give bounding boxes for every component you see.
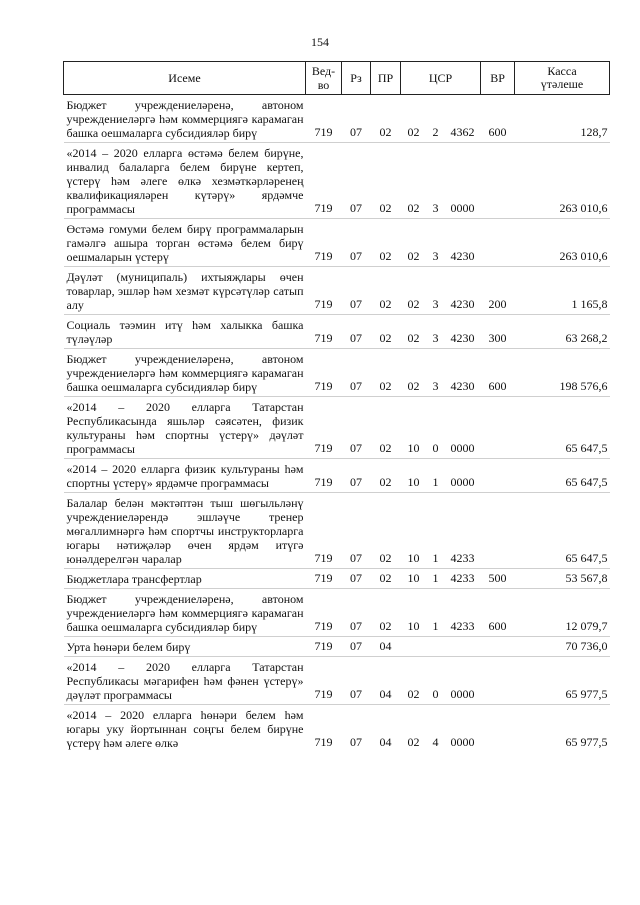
row-rz: 07 (342, 637, 371, 657)
row-pr: 02 (371, 459, 401, 493)
row-ved: 719 (306, 589, 342, 637)
row-csr-subprogram: 3 (427, 143, 445, 219)
row-csr-subprogram: 0 (427, 397, 445, 459)
row-amount: 263 010,6 (515, 143, 610, 219)
row-ved: 719 (306, 315, 342, 349)
row-amount: 63 268,2 (515, 315, 610, 349)
row-pr: 02 (371, 315, 401, 349)
row-ved: 719 (306, 397, 342, 459)
header-ved: Вед-во (306, 62, 342, 95)
table-row (64, 657, 610, 705)
row-vr: 600 (481, 349, 515, 397)
row-name: «2014 – 2020 елларга өстәмә белем бирүне, инвалид балаларга белем бирүне кертеп, үстерү һәм әлеге өлкә хезмәткәрләренең квалификацияләрен күтәрү» ярдәмче программасы (64, 143, 306, 219)
row-amount: 65 647,5 (515, 397, 610, 459)
row-amount: 65 977,5 (565, 735, 608, 749)
row-csr-program: 02 (401, 219, 427, 267)
row-csr-code: 4233 (445, 493, 481, 569)
table-body (64, 95, 610, 753)
row-ved: 719 (306, 349, 342, 397)
row-rz: 07 (342, 657, 371, 705)
header-vr: ВР (481, 62, 515, 95)
row-rz: 07 (342, 315, 371, 349)
table-row (64, 493, 610, 569)
row-amount: 65 977,5 (515, 657, 610, 705)
header-kassa (515, 62, 610, 95)
row-csr-program: 02 (401, 315, 427, 349)
row-pr: 02 (371, 589, 401, 637)
row-pr: 02 (371, 569, 401, 589)
row-rz: 07 (342, 219, 371, 267)
table-row (64, 315, 610, 349)
row-vr (481, 637, 515, 657)
row-pr: 02 (371, 143, 401, 219)
row-ved: 719 (306, 569, 342, 589)
table-row (64, 397, 610, 459)
row-csr-program: 10 (401, 459, 427, 493)
row-name: Дәүләт (муниципаль) ихтыяҗлары өчен товарлар, эшләр һәм хезмәт күрсәтүләр сатып алу (64, 267, 306, 315)
row-name: Өстәмә гомуми белем бирү программаларын гамәлгә ашыра торган өстәмә белем бирү оешмаларын үстерү (64, 219, 306, 267)
row-csr-program: 10 (401, 397, 427, 459)
table-row (64, 705, 610, 753)
row-csr-subprogram: 3 (427, 349, 445, 397)
row-rz: 07 (350, 735, 362, 749)
row-rz: 07 (342, 589, 371, 637)
row-csr-code: 4230 (445, 219, 481, 267)
row-amount: 70 736,0 (515, 637, 610, 657)
row-name: «2014 – 2020 елларга физик культураны һәм спортны үстерү» ярдәмче программасы (64, 459, 306, 493)
row-pr: 02 (371, 219, 401, 267)
row-amount: 53 567,8 (515, 569, 610, 589)
row-pr: 02 (371, 349, 401, 397)
row-csr-subprogram: 3 (427, 267, 445, 315)
row-ved: 719 (306, 493, 342, 569)
row-name: Бюджет учреждениеләренә, автоном учреждениеләргә һәм коммерциягә карамаган башка оешмаларга субсидияләр бирү (64, 589, 306, 637)
table-row (64, 143, 610, 219)
row-csr-program: 02 (401, 95, 427, 143)
row-csr-code: 4230 (445, 267, 481, 315)
header-name: Исеме (64, 62, 306, 95)
row-csr-code: 0000 (445, 143, 481, 219)
row-vr (481, 397, 515, 459)
row-vr (481, 705, 515, 753)
row-csr-code: 0000 (445, 397, 481, 459)
row-pr: 04 (379, 735, 392, 749)
row-pr: 02 (371, 397, 401, 459)
row-vr (481, 459, 515, 493)
row-name: «2014 – 2020 елларга Татарстан Республикасында яшьләр сәясәтен, физик культураны һәм спортны үстерү» дәүләт программасы (64, 397, 306, 459)
row-csr-subprogram (427, 637, 445, 657)
row-csr-subprogram: 2 (427, 95, 445, 143)
row-vr (481, 219, 515, 267)
row-vr (481, 493, 515, 569)
row-vr: 600 (481, 95, 515, 143)
row-amount: 263 010,6 (515, 219, 610, 267)
row-name: «2014 – 2020 елларга һөнәри белем һәм югары уку йортыннан соңгы белем бирүне үстерү һәм әлеге өлкә (66, 708, 304, 750)
row-name: Социаль тәэмин итү һәм халыкка башка түләүләр (64, 315, 306, 349)
table-row (64, 589, 610, 637)
row-amount: 128,7 (515, 95, 610, 143)
row-csr-code: 4362 (445, 95, 481, 143)
budget-table (63, 61, 610, 752)
header-csr: ЦСР (401, 62, 481, 95)
row-rz: 07 (342, 143, 371, 219)
row-csr-subprogram: 1 (427, 569, 445, 589)
row-rz: 07 (342, 459, 371, 493)
row-vr: 300 (481, 315, 515, 349)
row-pr: 02 (371, 493, 401, 569)
row-csr-program: 10 (401, 589, 427, 637)
row-rz: 07 (342, 493, 371, 569)
row-csr-program: 02 (401, 657, 427, 705)
row-csr-code: 0000 (445, 657, 481, 705)
row-csr-program: 02 (401, 143, 427, 219)
row-csr-code: 4230 (445, 349, 481, 397)
row-ved: 719 (306, 267, 342, 315)
row-ved: 719 (306, 219, 342, 267)
row-csr-subprogram: 1 (427, 589, 445, 637)
row-csr-program: 10 (401, 569, 427, 589)
row-vr: 200 (481, 267, 515, 315)
header-kassa-line1: Касса (547, 64, 577, 78)
row-csr-subprogram: 3 (427, 315, 445, 349)
row-csr-subprogram: 1 (427, 459, 445, 493)
row-csr-code: 4233 (445, 589, 481, 637)
row-csr-code: 4230 (445, 315, 481, 349)
table-row (64, 569, 610, 589)
row-csr-program: 02 (401, 349, 427, 397)
row-vr: 500 (481, 569, 515, 589)
row-name: Балалар белән мәктәптән тыш шөгыльләнү учреждениеләрендә эшләүче тренер мөгаллимнәргә һәм спортчы инструкторларга югары нәтиҗәләр өчен ярдәм итүгә юнәлдерелгән чаралар (64, 493, 306, 569)
row-name: Бюджет учреждениеләренә, автоном учреждениеләргә һәм коммерциягә карамаган башка оешмаларга субсидияләр бирү (64, 95, 306, 143)
row-csr-program: 02 (401, 267, 427, 315)
row-rz: 07 (342, 95, 371, 143)
row-csr-program: 02 (407, 735, 420, 749)
row-rz: 07 (342, 397, 371, 459)
row-csr-subprogram: 3 (427, 219, 445, 267)
row-vr (481, 143, 515, 219)
header-kassa-line2: үтәлеше (540, 77, 584, 91)
row-csr-subprogram: 1 (427, 493, 445, 569)
row-amount: 12 079,7 (515, 589, 610, 637)
row-ved: 719 (306, 657, 342, 705)
row-rz: 07 (342, 349, 371, 397)
row-csr-code: 0000 (450, 735, 475, 749)
table-header (64, 62, 610, 95)
page-number: 154 (311, 35, 329, 49)
row-csr-program: 10 (401, 493, 427, 569)
header-pr: ПР (371, 62, 401, 95)
row-ved: 719 (314, 735, 333, 749)
row-ved: 719 (306, 459, 342, 493)
row-rz: 07 (342, 569, 371, 589)
row-amount: 65 647,5 (515, 493, 610, 569)
row-name: Урта һөнәри белем бирү (64, 637, 306, 657)
row-ved: 719 (306, 95, 342, 143)
table-row (64, 349, 610, 397)
row-csr-subprogram: 4 (432, 735, 439, 749)
table-row (64, 637, 610, 657)
table-row (64, 267, 610, 315)
row-vr (481, 657, 515, 705)
row-amount: 1 165,8 (515, 267, 610, 315)
row-pr: 02 (371, 95, 401, 143)
row-amount: 65 647,5 (515, 459, 610, 493)
row-pr: 04 (371, 657, 401, 705)
row-name: «2014 – 2020 елларга Татарстан Республикасы мәгарифен һәм фәнен үстерү» дәүләт программасы (64, 657, 306, 705)
row-amount: 198 576,6 (515, 349, 610, 397)
budget-table-container (63, 61, 609, 752)
row-csr-code (445, 637, 481, 657)
table-row (64, 459, 610, 493)
header-rz: Рз (342, 62, 371, 95)
row-vr: 600 (481, 589, 515, 637)
row-csr-subprogram: 0 (427, 657, 445, 705)
row-name: Бюджет учреждениеләренә, автоном учреждениеләргә һәм коммерциягә карамаган башка оешмаларга субсидияләр бирү (64, 349, 306, 397)
table-row (64, 95, 610, 143)
row-rz: 07 (342, 267, 371, 315)
row-pr: 02 (371, 267, 401, 315)
row-ved: 719 (306, 637, 342, 657)
row-name: Бюджетлара трансфертлар (64, 569, 306, 589)
table-row (64, 219, 610, 267)
row-csr-code: 4233 (445, 569, 481, 589)
row-pr: 04 (371, 637, 401, 657)
row-ved: 719 (306, 143, 342, 219)
row-csr-program (401, 637, 427, 657)
row-csr-code: 0000 (445, 459, 481, 493)
